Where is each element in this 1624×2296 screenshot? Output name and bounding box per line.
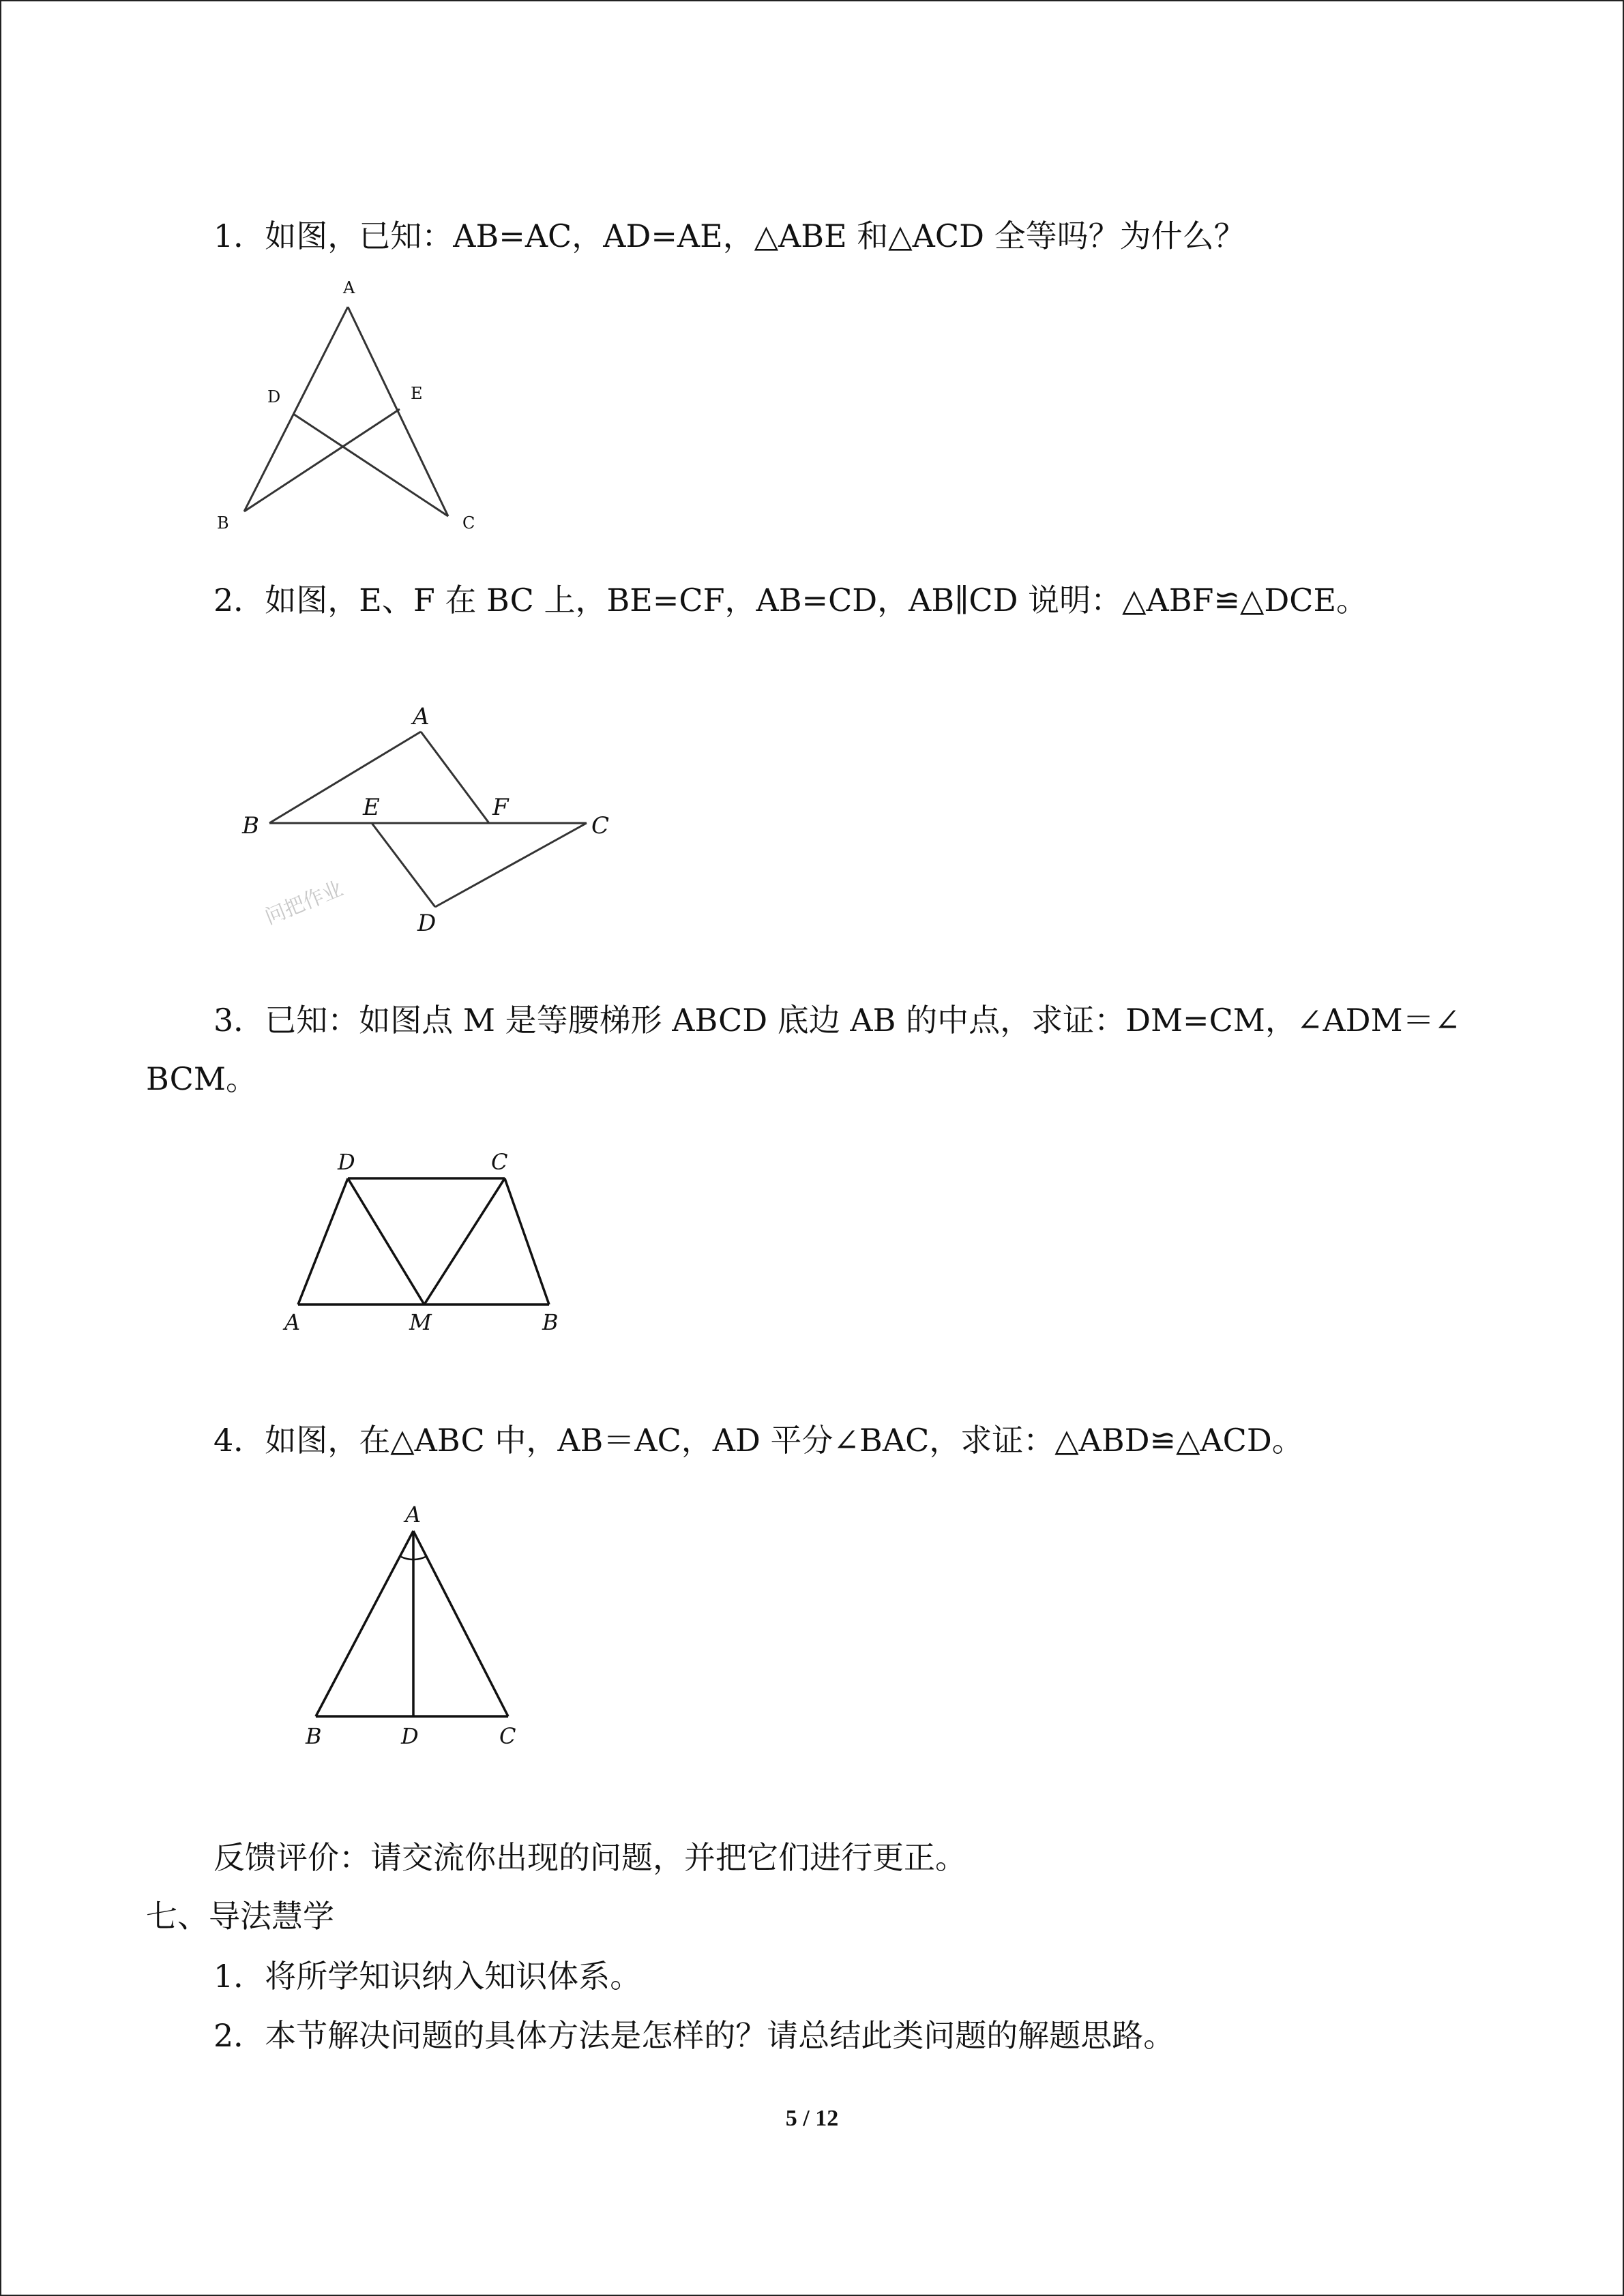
figure-2 bbox=[232, 689, 628, 961]
label-D: D bbox=[401, 1723, 419, 1749]
question-3-text-line2: BCM。 bbox=[146, 1060, 257, 1097]
label-A: A bbox=[343, 278, 355, 297]
section-item-2: 2．本节解决问题的具体方法是怎样的？请总结此类问题的解题思路。 bbox=[213, 2017, 1175, 2054]
question-3-text-line1: 3．已知：如图点 M 是等腰梯形 ABCD 底边 AB 的中点，求证：DM=CM，∠ADM＝∠ bbox=[213, 1002, 1461, 1039]
label-M: M bbox=[409, 1309, 432, 1335]
label-B: B bbox=[217, 513, 229, 533]
label-B: B bbox=[242, 812, 259, 839]
label-F: F bbox=[492, 794, 509, 821]
label-B: B bbox=[542, 1309, 559, 1335]
label-A: A bbox=[405, 1502, 422, 1527]
figure-4 bbox=[286, 1493, 559, 1759]
label-D: D bbox=[267, 387, 281, 406]
section-title: 七、导法慧学 bbox=[146, 1898, 334, 1935]
label-C: C bbox=[491, 1149, 508, 1175]
feedback-text: 反馈评价：请交流你出现的问题，并把它们进行更正。 bbox=[213, 1839, 966, 1876]
page-number: 5 / 12 bbox=[785, 2106, 839, 2131]
section-item-1: 1．将所学知识纳入知识体系。 bbox=[213, 1958, 642, 1995]
label-C: C bbox=[591, 812, 610, 839]
label-C: C bbox=[462, 513, 475, 533]
label-A: A bbox=[413, 703, 430, 730]
label-A: A bbox=[284, 1309, 301, 1335]
question-1-text: 1．如图，已知：AB=AC，AD=AE，△ABE 和△ACD 全等吗？为什么？ bbox=[213, 218, 1245, 254]
question-2-text: 2．如图，E、F 在 BC 上，BE=CF，AB=CD，AB∥CD 说明：△ABF≌△DCE。 bbox=[213, 582, 1368, 618]
label-D: D bbox=[338, 1149, 355, 1175]
label-B: B bbox=[306, 1723, 322, 1749]
label-E: E bbox=[363, 794, 380, 821]
question-4-text: 4．如图，在△ABC 中，AB＝AC，AD 平分∠BAC，求证：△ABD≌△ACD。 bbox=[213, 1422, 1303, 1459]
watermark: 问把作业 bbox=[261, 876, 346, 930]
figure-3 bbox=[273, 1146, 587, 1350]
label-E: E bbox=[411, 384, 423, 403]
figure-1 bbox=[205, 273, 491, 546]
label-C: C bbox=[499, 1723, 516, 1749]
label-D: D bbox=[417, 910, 437, 937]
